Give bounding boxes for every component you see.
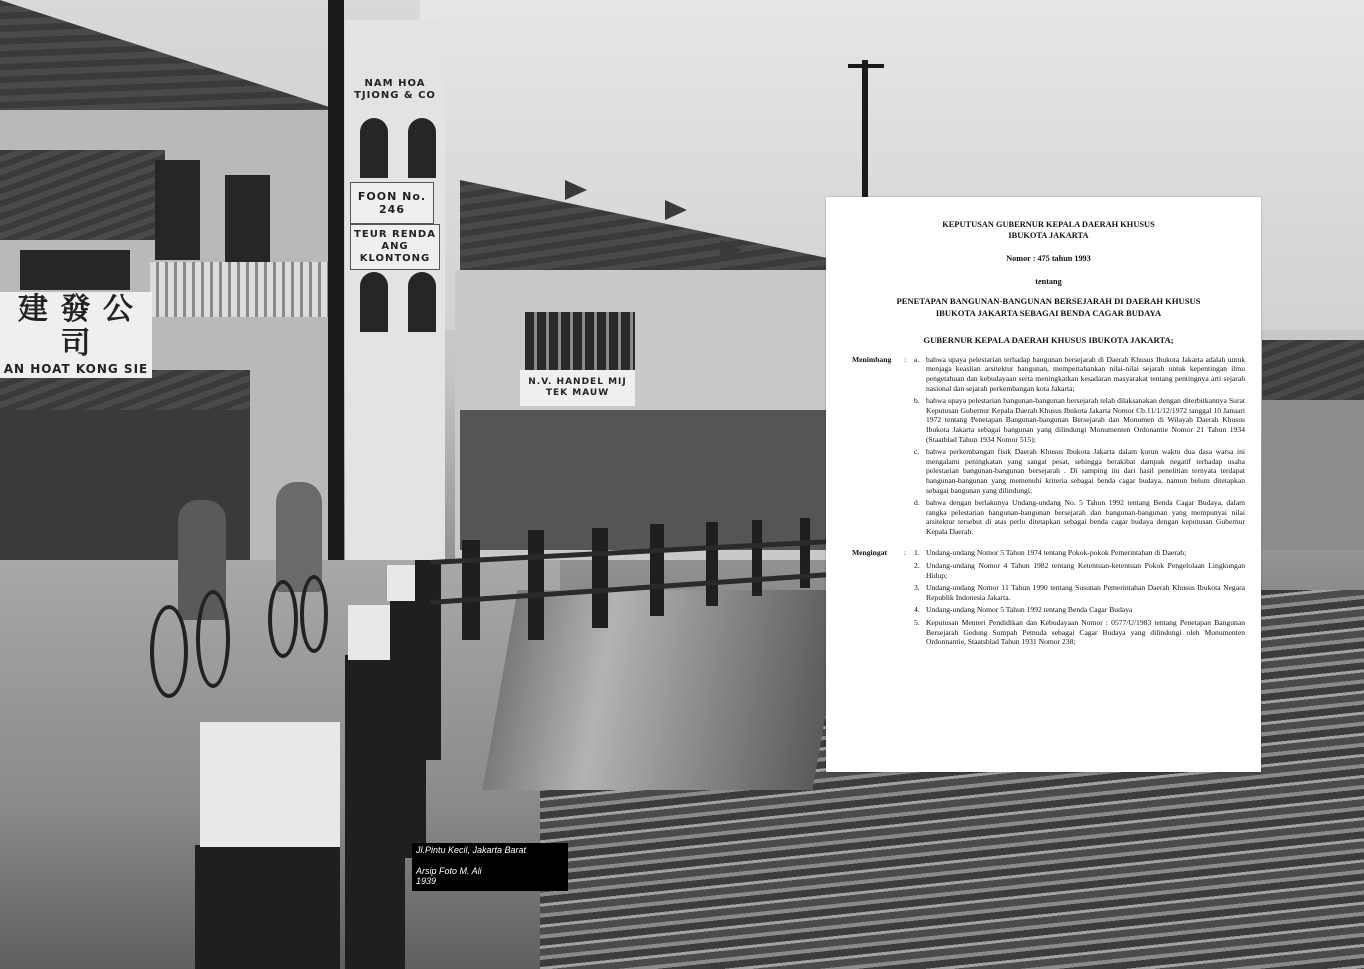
sign-tower: NAM HOA TJIONG & CO	[345, 60, 445, 120]
item-text: Undang-undang Nomor 5 Tahun 1974 tentang Pokok-pokok Pemerintahan di Daerah;	[926, 548, 1187, 558]
window-middle-1	[525, 312, 635, 372]
railing-post-front	[195, 845, 340, 969]
balcony-left	[150, 262, 330, 317]
decree-subject-line-2: IBUKOTA JAKARTA SEBAGAI BENDA CAGAR BUDAYA	[935, 308, 1162, 319]
menimbang-colon: :	[904, 354, 907, 364]
tower-window-3	[360, 272, 388, 332]
decree-document	[826, 197, 1261, 772]
decree-governor: GUBERNUR KEPALA DAERAH KHUSUS IBUKOTA JAKARTA;	[923, 335, 1174, 346]
roof-right	[1262, 340, 1364, 400]
menimbang-item	[914, 355, 1245, 393]
item-marker: c.	[914, 447, 920, 457]
menimbang-label: Menimbang	[852, 354, 892, 364]
decree-number: Nomor : 475 tahun 1993	[1006, 254, 1091, 263]
caption-source: Arsip Foto M. Ali	[416, 865, 482, 876]
tower-window-4	[408, 272, 436, 332]
item-marker: 1.	[914, 548, 920, 558]
tower-window-2	[408, 118, 436, 178]
mengingat-items	[914, 548, 1245, 649]
section-mengingat	[852, 548, 1245, 649]
menimbang-item	[914, 498, 1245, 536]
item-marker: b.	[914, 396, 920, 406]
bicycle-2-wheel-front	[268, 580, 298, 658]
roof-left-lower	[0, 150, 165, 240]
item-text: Undang-undang Nomor 5 Tahun 1992 tentang Benda Cagar Budaya	[926, 605, 1133, 615]
decree-subject	[852, 295, 1245, 319]
mengingat-label: Mengingat	[852, 548, 888, 558]
decree-title-line-1: KEPUTUSAN GUBERNUR KEPALA DAERAH KHUSUS	[942, 220, 1155, 229]
flag-2	[665, 200, 687, 220]
menimbang-item	[914, 447, 1245, 495]
railing-post-4	[415, 560, 441, 760]
item-text: bahwa dengan berlakunya Undang-undang No. 5 Tahun 1992 tentang Benda Cagar Budaya, dalam rangka pelestarian bangunan-bangunan bersejarah dan bangunan-bangunan yang mempunyai nilai arsitektur tersebut di atas perlu ditetapkan sebagai benda cagar budaya dengan keputusan Gubernur Kepala Daerah.	[926, 498, 1245, 536]
mengingat-item	[914, 618, 1245, 647]
item-text: bahwa upaya pelestarian bangunan-bangunan bersejarah telah dilaksanakan dengan diterbitkannya Surat Keputusan Gubernur Kepala Daerah Khusus Ibukota Jakarta Nomor Cb.11/1/12/1972 tanggal 10 Januari 1972 tentang Penetapan Bangunan-bangunan Bersejarah dan Monumen di Wilayah Daerah Khusus Ibukota Jakarta sebagai bangunan yang dilindungi Monumenten Ordonantie Nomor 21 Tahun 1934 (Staatblad Tahun 1934 Nomor 515);	[926, 396, 1245, 444]
item-text: bahwa upaya pelestarian terhadap bangunan bersejarah di Daerah Khusus Ibukota Jakarta adalah untuk menjaga keaslian arsitektur bangunan, mempertahankan nilai-nilai sejarah untuk kepentingan ilmu pengetahuan dan kebudayaan serta meningkatkan kesadaran masyarakat tentang pentingnya arti sejarah nasional dan sejarah perkembangan kota Jakarta;	[926, 354, 1245, 393]
decree-subject-line-1: PENETAPAN BANGUNAN-BANGUNAN BERSEJARAH DI DAERAH KHUSUS	[896, 296, 1201, 307]
item-text: Undang-undang Nomor 4 Tahun 1982 tentang Ketentuan-ketentuan Pokok Pengelolaan Lingkungan Hidup;	[926, 561, 1245, 580]
decree-title-line-2: IBUKOTA JAKARTA	[1008, 231, 1089, 240]
item-text: bahwa perkembangan fisik Daerah Khusus Ibukota Jakarta dalam kurun waktu dua dasa warsa ini mengalami peningkatan yang sangat pesat, sehingga berakibat dampak negatif terhadap usaha pelestarian bangunan-bangunan bersejarah . Di samping itu dari hasil penelitian ternyata terdapat bangunan-bangunan yang memenuhi kriteria sebagai benda cagar budaya, namun belum ditetapkan sebagai bangunan yang dilindungi;	[926, 447, 1245, 495]
flag-3	[720, 240, 742, 260]
item-marker: 4.	[914, 605, 920, 615]
mengingat-item	[914, 583, 1245, 602]
sign-handel: N.V. HANDEL MIJ TEK MAUW	[520, 370, 635, 406]
bicycle-1-wheel-back	[196, 590, 230, 688]
railing-post-10	[752, 520, 762, 596]
window-left-2	[155, 160, 200, 260]
mengingat-item	[914, 561, 1245, 580]
decree-title	[852, 219, 1245, 241]
decree-tentang: tentang	[1035, 276, 1062, 286]
item-text: Undang-undang Nomor 11 Tahun 1990 tentang Susunan Pemerintahan Daerah Khusus Ibukota Negara Republik Indonesia Jakarta.	[926, 583, 1245, 602]
railing-post-6	[528, 530, 544, 640]
item-text: Keputusan Menteri Pendidikan dan Kebudayaan Nomor : 0577/U/1983 tentang Penetapan Bangunan Bersejarah Gedung Sumpah Pemuda sebagai Cagar Budaya yang dilindungi oleh Monumenten Ordonnantie, Staatsblad Tahun 1931 Nomor 238;	[926, 618, 1245, 647]
shopfront-middle	[460, 410, 830, 550]
railing-post-8	[650, 524, 664, 616]
caption-spacer	[416, 856, 564, 866]
sign-kong-sie	[0, 292, 152, 378]
sign-kong-sie-latin: AN HOAT KONG SIE	[3, 362, 149, 376]
item-marker: d.	[914, 498, 920, 508]
bicycle-2-wheel-back	[300, 575, 328, 653]
item-marker: 3.	[914, 583, 920, 593]
flag-1	[565, 180, 587, 200]
menimbang-item	[914, 396, 1245, 444]
section-menimbang	[852, 355, 1245, 540]
item-marker: 5.	[914, 618, 920, 628]
item-marker: a.	[914, 354, 920, 364]
caption-location: Jl.Pintu Kecil, Jakarta Barat	[416, 845, 527, 855]
railing-post-7	[592, 528, 608, 628]
photo-caption	[412, 843, 568, 891]
sign-teur: TEUR RENDA ANG KLONTONG	[350, 224, 440, 270]
railing-post-9	[706, 522, 718, 606]
mengingat-colon: :	[904, 548, 907, 558]
menimbang-items	[914, 355, 1245, 540]
caption-year: 1939	[416, 876, 437, 886]
mengingat-item	[914, 548, 1245, 558]
railing-post-5	[462, 540, 480, 640]
bicycle-1-wheel-front	[150, 605, 188, 698]
railing-cap-front	[200, 722, 340, 847]
window-left-3	[225, 175, 270, 270]
utility-pole-crossbar	[848, 64, 884, 68]
mengingat-item	[914, 605, 1245, 615]
sign-kong-sie-chinese: 建 發 公 司	[18, 292, 134, 361]
window-left-1	[20, 250, 130, 290]
sign-foon: FOON No. 246	[350, 182, 434, 224]
tower-window-1	[360, 118, 388, 178]
item-marker: 2.	[914, 561, 920, 571]
